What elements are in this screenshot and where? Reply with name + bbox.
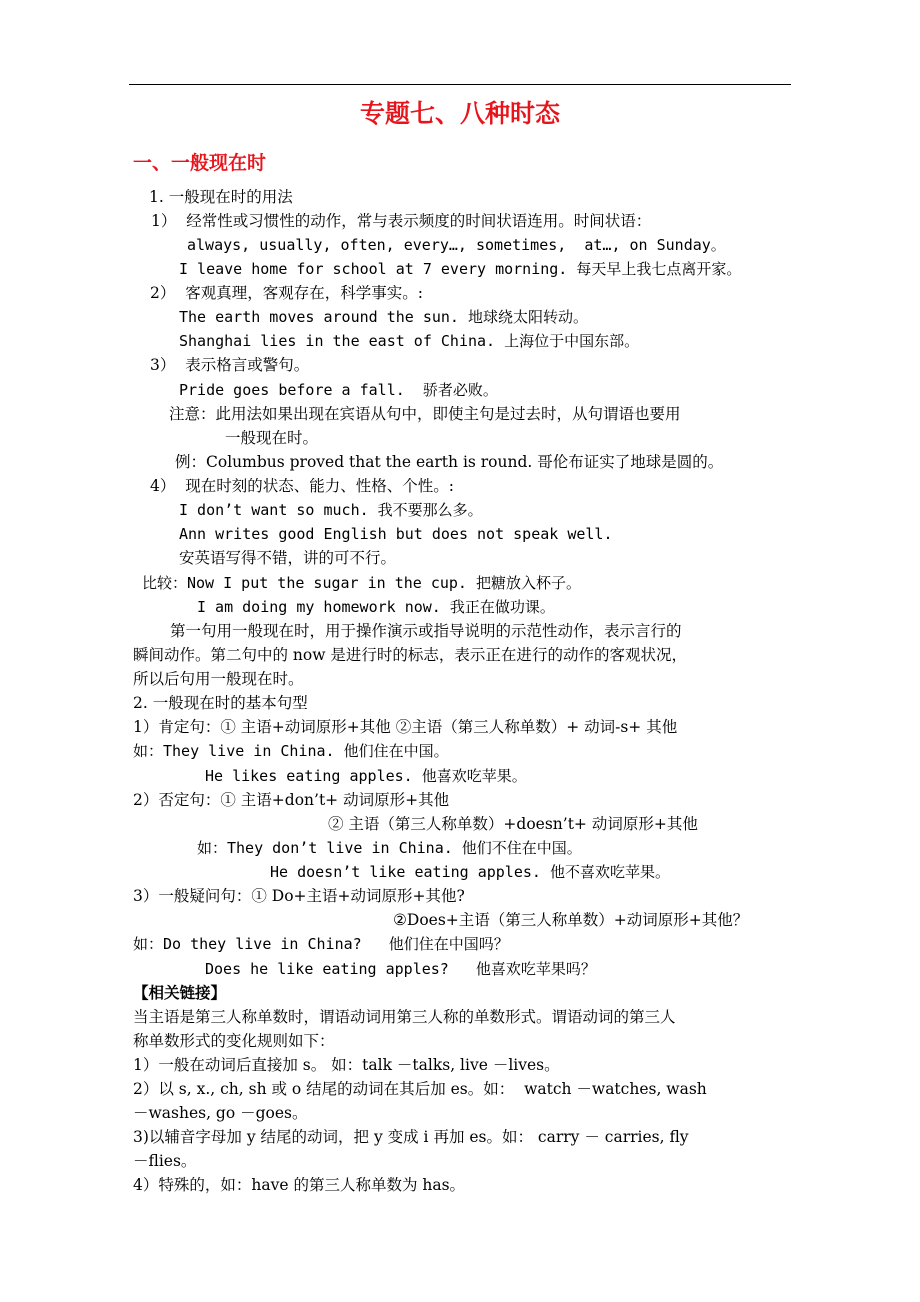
text-line: Shanghai lies in the east of China. 上海位于中国东部。 bbox=[179, 332, 640, 350]
text-line: 注意：此用法如果出现在宾语从句中，即使主句是过去时，从句谓语也要用 bbox=[169, 405, 681, 423]
text-line: 3)以辅音字母加 y 结尾的动词，把 y 变成 i 再加 es。如： carry － carries, fly bbox=[133, 1128, 689, 1146]
text-line: 例：Columbus proved that the earth is round. 哥伦布证实了地球是圆的。 bbox=[175, 453, 724, 471]
text-line: ② 主语（第三人称单数）+doesn’t+ 动词原形+其他 bbox=[328, 815, 698, 833]
text-line: 如：Do they live in China? 他们住在中国吗？ bbox=[133, 935, 509, 953]
text-line: I am doing my homework now. 我正在做功课。 bbox=[197, 598, 555, 616]
text-line: 2. 一般现在时的基本句型 bbox=[133, 694, 308, 712]
text-line: I leave home for school at 7 every morning. 每天早上我七点离开家。 bbox=[179, 260, 742, 278]
text-line: He likes eating apples. 他喜欢吃苹果。 bbox=[205, 767, 527, 785]
text-line: 一般现在时。 bbox=[225, 429, 319, 447]
text-line: The earth moves around the sun. 地球绕太阳转动。 bbox=[179, 308, 588, 326]
text-line: I don’t want so much. 我不要那么多。 bbox=[179, 501, 483, 519]
text-line: 比较：Now I put the sugar in the cup. 把糖放入杯子。 bbox=[142, 574, 581, 592]
text-line: Does he like eating apples? 他喜欢吃苹果吗？ bbox=[205, 960, 596, 978]
text-line: 1） 经常性或习惯性的动作，常与表示频度的时间状语连用。时间状语： bbox=[151, 212, 652, 230]
text-line: Pride goes before a fall. 骄者必败。 bbox=[179, 381, 498, 399]
text-line: 1）肯定句：① 主语+动词原形+其他 ②主语（第三人称单数）+ 动词-s+ 其他 bbox=[133, 718, 678, 736]
section-heading: 一、一般现在时 bbox=[133, 152, 267, 174]
text-line: 1）一般在动词后直接加 s。 如：talk －talks, live －lives。 bbox=[133, 1056, 560, 1074]
text-line: 称单数形式的变化规则如下： bbox=[133, 1032, 335, 1050]
page-title: 专题七、八种时态 bbox=[359, 99, 560, 128]
text-line: 3）一般疑问句：① Do+主语+动词原形+其他? bbox=[133, 887, 465, 905]
text-line: ②Does+主语（第三人称单数）+动词原形+其他？ bbox=[393, 911, 749, 929]
related-links-heading: 【相关链接】 bbox=[133, 983, 227, 1002]
text-line: 3） 表示格言或警句。 bbox=[150, 356, 310, 374]
text-line: 如：They don’t live in China. 他们不住在中国。 bbox=[197, 839, 582, 857]
text-line: 4） 现在时刻的状态、能力、性格、个性。: bbox=[150, 477, 454, 495]
text-line: 2）以 s, x., ch, sh 或 o 结尾的动词在其后加 es。如： watch －watches, wash bbox=[133, 1080, 707, 1098]
header-rule bbox=[129, 84, 791, 85]
text-line: Ann writes good English but does not speak well. bbox=[179, 525, 613, 543]
text-line: 如：They live in China. 他们住在中国。 bbox=[133, 742, 449, 760]
text-line: 所以后句用一般现在时。 bbox=[133, 670, 304, 688]
text-line: 1. 一般现在时的用法 bbox=[149, 188, 293, 206]
text-line: 瞬间动作。第二句中的 now 是进行时的标志，表示正在进行的动作的客观状况， bbox=[133, 646, 687, 664]
text-line: －flies。 bbox=[133, 1152, 197, 1170]
text-line: 2）否定句：① 主语+don’t+ 动词原形+其他 bbox=[133, 791, 450, 809]
text-line: －washes, go －goes。 bbox=[133, 1104, 308, 1122]
text-line: 第一句用一般现在时，用于操作演示或指导说明的示范性动作，表示言行的 bbox=[170, 622, 682, 640]
text-line: 当主语是第三人称单数时，谓语动词用第三人称的单数形式。谓语动词的第三人 bbox=[133, 1008, 676, 1026]
text-line: 4）特殊的，如：have 的第三人称单数为 has。 bbox=[133, 1176, 466, 1194]
text-line: 安英语写得不错，讲的可不行。 bbox=[179, 549, 397, 567]
text-line: 2） 客观真理，客观存在，科学事实。: bbox=[150, 284, 423, 302]
text-line: always, usually, often, every…, sometimes, at…, on Sunday。 bbox=[187, 236, 726, 254]
text-line: He doesn’t like eating apples. 他不喜欢吃苹果。 bbox=[270, 863, 670, 881]
